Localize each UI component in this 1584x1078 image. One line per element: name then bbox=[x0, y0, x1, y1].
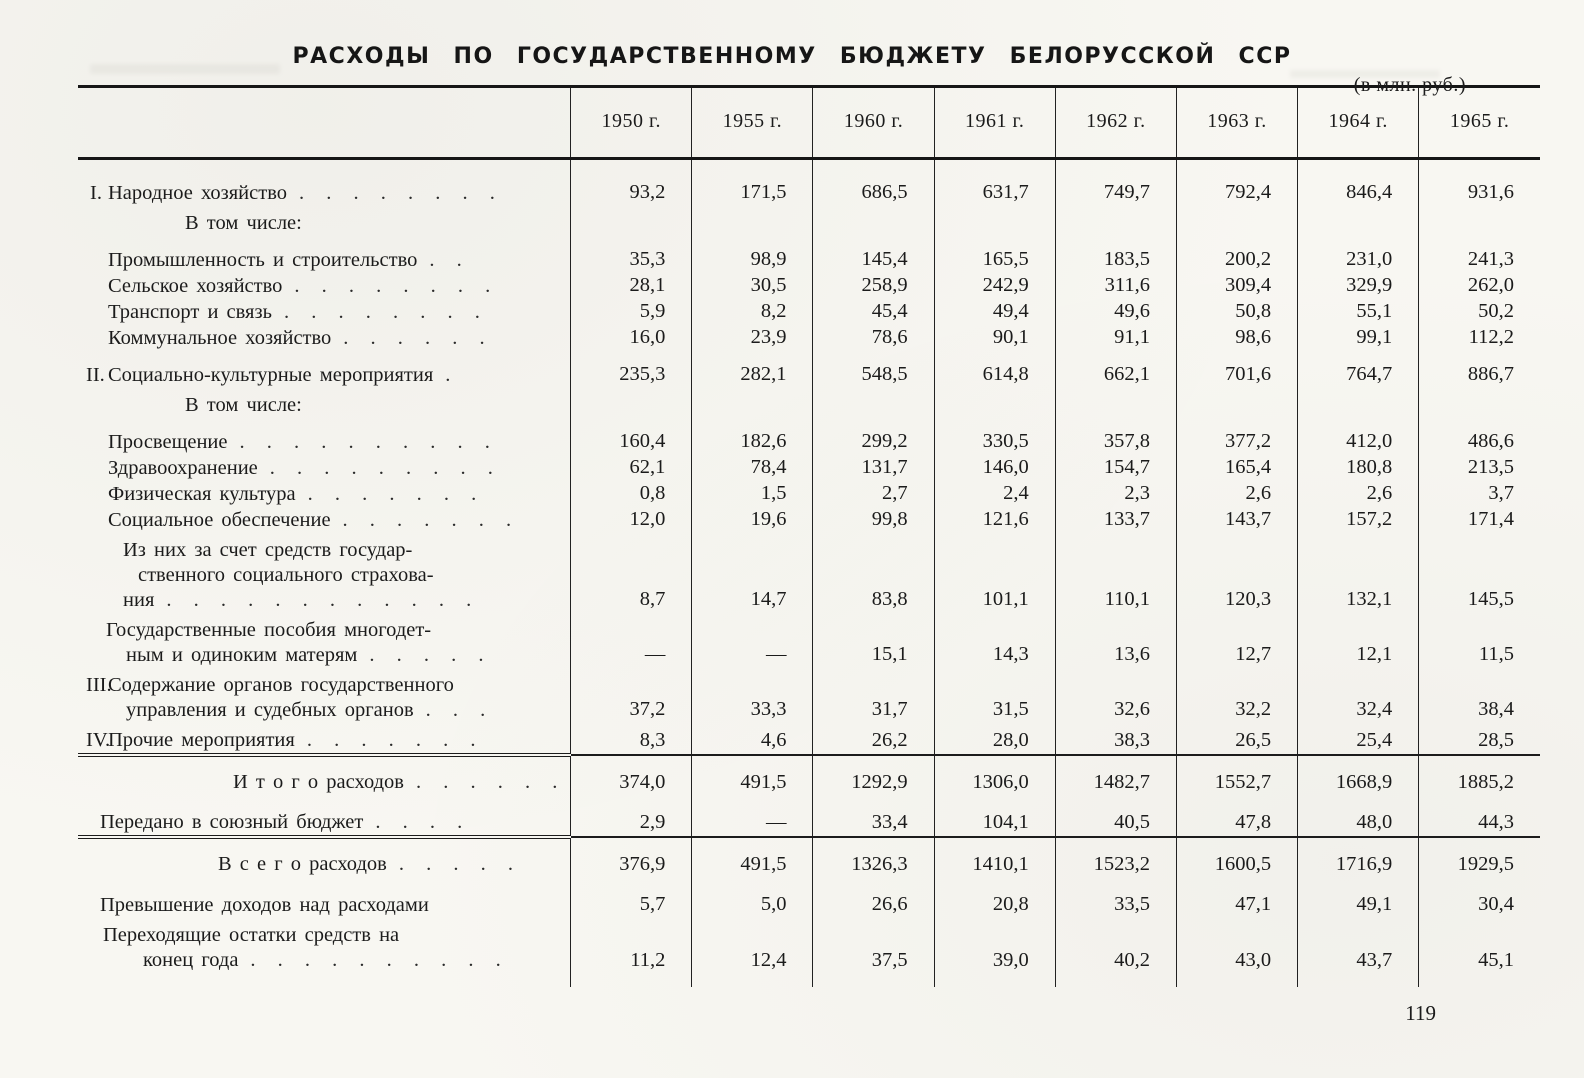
table-row bbox=[78, 755, 1540, 799]
value-cell: 1292,9 bbox=[813, 755, 934, 799]
value-cell: 631,7 bbox=[934, 159, 1055, 207]
table-row bbox=[78, 799, 1540, 837]
value-cell: 49,4 bbox=[934, 299, 1055, 325]
value-cell: 38,3 bbox=[1055, 723, 1176, 755]
value-cell: 43,7 bbox=[1298, 918, 1419, 987]
value-cell bbox=[692, 388, 813, 418]
row-numeral: II. bbox=[86, 364, 105, 386]
value-cell: 28,5 bbox=[1419, 723, 1540, 755]
row-label-text: Социальное обеспечение bbox=[108, 509, 331, 531]
value-cell: 131,7 bbox=[813, 455, 934, 481]
row-label-text: Превышение доходов над расходами bbox=[100, 894, 429, 916]
value-cell bbox=[571, 388, 692, 418]
value-cell: 16,0 bbox=[571, 325, 692, 351]
table-row bbox=[78, 533, 1540, 613]
column-header-year: 1950 г. bbox=[571, 87, 692, 148]
value-cell: 110,1 bbox=[1055, 533, 1176, 613]
value-cell: 132,1 bbox=[1298, 533, 1419, 613]
row-label bbox=[78, 668, 571, 723]
value-cell bbox=[813, 388, 934, 418]
value-cell: 39,0 bbox=[934, 918, 1055, 987]
value-cell: 26,2 bbox=[813, 723, 934, 755]
value-cell: 78,6 bbox=[813, 325, 934, 351]
dot-leader: . . . . . . . . bbox=[283, 301, 487, 323]
value-cell: 154,7 bbox=[1055, 455, 1176, 481]
table-row bbox=[78, 723, 1540, 755]
value-cell: 33,3 bbox=[692, 668, 813, 723]
table-row bbox=[78, 481, 1540, 507]
value-cell bbox=[813, 206, 934, 236]
value-cell bbox=[692, 206, 813, 236]
value-cell: 686,5 bbox=[813, 159, 934, 207]
value-cell: 2,6 bbox=[1298, 481, 1419, 507]
value-cell: 26,6 bbox=[813, 881, 934, 918]
value-cell: 701,6 bbox=[1176, 351, 1297, 388]
value-cell: 44,3 bbox=[1419, 799, 1540, 837]
value-cell: 1,5 bbox=[692, 481, 813, 507]
value-cell: 764,7 bbox=[1298, 351, 1419, 388]
value-cell: 160,4 bbox=[571, 418, 692, 455]
value-cell: 8,2 bbox=[692, 299, 813, 325]
column-header-year: 1962 г. bbox=[1055, 87, 1176, 148]
row-label bbox=[78, 918, 571, 987]
value-cell: 1929,5 bbox=[1419, 837, 1540, 881]
header-separator bbox=[78, 147, 1540, 159]
header-row bbox=[78, 87, 1540, 148]
value-cell: 121,6 bbox=[934, 507, 1055, 533]
column-header-year: 1965 г. bbox=[1419, 87, 1540, 148]
value-cell: — bbox=[692, 613, 813, 668]
value-cell: 90,1 bbox=[934, 325, 1055, 351]
value-cell: 32,4 bbox=[1298, 668, 1419, 723]
row-label-text: Государственные пособия многодет- bbox=[106, 619, 432, 641]
value-cell: 1482,7 bbox=[1055, 755, 1176, 799]
value-cell: 19,6 bbox=[692, 507, 813, 533]
value-cell: 486,6 bbox=[1419, 418, 1540, 455]
value-cell: 28,1 bbox=[571, 273, 692, 299]
row-label bbox=[78, 723, 571, 755]
row-label bbox=[78, 206, 571, 236]
value-cell: 145,5 bbox=[1419, 533, 1540, 613]
value-cell bbox=[934, 388, 1055, 418]
row-label-text: И т о г о расходов bbox=[233, 771, 404, 793]
row-label bbox=[78, 351, 571, 388]
row-label bbox=[78, 613, 571, 668]
value-cell: 12,7 bbox=[1176, 613, 1297, 668]
value-cell: 329,9 bbox=[1298, 273, 1419, 299]
value-cell: 1716,9 bbox=[1298, 837, 1419, 881]
row-label bbox=[78, 837, 571, 881]
row-label-text: В том числе: bbox=[185, 212, 302, 234]
value-cell: 241,3 bbox=[1419, 236, 1540, 273]
value-cell: 1885,2 bbox=[1419, 755, 1540, 799]
table-row bbox=[78, 351, 1540, 388]
value-cell: 330,5 bbox=[934, 418, 1055, 455]
value-cell: 548,5 bbox=[813, 351, 934, 388]
value-cell: 3,7 bbox=[1419, 481, 1540, 507]
value-cell: 749,7 bbox=[1055, 159, 1176, 207]
value-cell: 262,0 bbox=[1419, 273, 1540, 299]
table-row bbox=[78, 273, 1540, 299]
row-label-text: ственного социального страхова- bbox=[138, 564, 434, 586]
value-cell: 49,6 bbox=[1055, 299, 1176, 325]
row-numeral: III. bbox=[86, 674, 112, 696]
value-cell: 26,5 bbox=[1176, 723, 1297, 755]
value-cell: 35,3 bbox=[571, 236, 692, 273]
header-separator-cell bbox=[571, 147, 692, 159]
dot-leader: . . . . . . . . bbox=[294, 275, 498, 297]
dot-leader: . . bbox=[429, 249, 469, 271]
header-separator-cell bbox=[78, 147, 571, 159]
value-cell: 99,8 bbox=[813, 507, 934, 533]
value-cell: 2,7 bbox=[813, 481, 934, 507]
value-cell: 412,0 bbox=[1298, 418, 1419, 455]
header-separator-cell bbox=[1298, 147, 1419, 159]
value-cell: 200,2 bbox=[1176, 236, 1297, 273]
column-header-year: 1964 г. bbox=[1298, 87, 1419, 148]
table-row bbox=[78, 418, 1540, 455]
header-separator-cell bbox=[1055, 147, 1176, 159]
table-row bbox=[78, 455, 1540, 481]
value-cell bbox=[1055, 388, 1176, 418]
value-cell: 180,8 bbox=[1298, 455, 1419, 481]
value-cell: 91,1 bbox=[1055, 325, 1176, 351]
dot-leader: . . . . . . bbox=[343, 327, 492, 349]
page-number: 119 bbox=[1405, 1001, 1436, 1025]
value-cell: 309,4 bbox=[1176, 273, 1297, 299]
value-cell: 491,5 bbox=[692, 755, 813, 799]
row-label bbox=[78, 533, 571, 613]
value-cell: 13,6 bbox=[1055, 613, 1176, 668]
table-header bbox=[78, 87, 1540, 159]
value-cell: 792,4 bbox=[1176, 159, 1297, 207]
value-cell: 5,7 bbox=[571, 881, 692, 918]
dot-leader: . . . . bbox=[375, 811, 470, 833]
row-label bbox=[78, 455, 571, 481]
dot-leader: . . . . . . . bbox=[306, 729, 483, 751]
value-cell: 37,2 bbox=[571, 668, 692, 723]
value-cell: 2,4 bbox=[934, 481, 1055, 507]
row-label-text: Промышленность и строительство bbox=[108, 249, 418, 271]
value-cell: 12,1 bbox=[1298, 613, 1419, 668]
value-cell: 133,7 bbox=[1055, 507, 1176, 533]
table-row bbox=[78, 159, 1540, 207]
row-label bbox=[78, 881, 571, 918]
value-cell: 23,9 bbox=[692, 325, 813, 351]
value-cell: 886,7 bbox=[1419, 351, 1540, 388]
value-cell: 1410,1 bbox=[934, 837, 1055, 881]
value-cell: 38,4 bbox=[1419, 668, 1540, 723]
value-cell: 83,8 bbox=[813, 533, 934, 613]
row-label-text: Из них за счет средств государ- bbox=[123, 539, 413, 561]
value-cell: 1552,7 bbox=[1176, 755, 1297, 799]
row-numeral: I. bbox=[90, 182, 102, 204]
value-cell: 32,6 bbox=[1055, 668, 1176, 723]
value-cell: 357,8 bbox=[1055, 418, 1176, 455]
value-cell: 165,5 bbox=[934, 236, 1055, 273]
value-cell: 50,2 bbox=[1419, 299, 1540, 325]
dot-leader: . . . bbox=[425, 699, 493, 721]
dot-leader: . . . . . bbox=[369, 644, 491, 666]
row-label-text: конец года bbox=[143, 949, 239, 971]
value-cell: 242,9 bbox=[934, 273, 1055, 299]
value-cell: 15,1 bbox=[813, 613, 934, 668]
value-cell: 8,7 bbox=[571, 533, 692, 613]
value-cell: 30,4 bbox=[1419, 881, 1540, 918]
value-cell: 47,1 bbox=[1176, 881, 1297, 918]
value-cell: 143,7 bbox=[1176, 507, 1297, 533]
value-cell: 14,3 bbox=[934, 613, 1055, 668]
table-row bbox=[78, 837, 1540, 881]
dot-leader: . . . . . . . . . . . . bbox=[166, 589, 479, 611]
value-cell: 377,2 bbox=[1176, 418, 1297, 455]
value-cell: 47,8 bbox=[1176, 799, 1297, 837]
value-cell: 235,3 bbox=[571, 351, 692, 388]
value-cell bbox=[934, 206, 1055, 236]
value-cell: 78,4 bbox=[692, 455, 813, 481]
row-label bbox=[78, 236, 571, 273]
value-cell: 171,5 bbox=[692, 159, 813, 207]
header-separator-cell bbox=[1176, 147, 1297, 159]
value-cell: 258,9 bbox=[813, 273, 934, 299]
value-cell: 50,8 bbox=[1176, 299, 1297, 325]
value-cell: 48,0 bbox=[1298, 799, 1419, 837]
table-row bbox=[78, 507, 1540, 533]
dot-leader: . . . . . . . . . . bbox=[250, 949, 508, 971]
value-cell: 40,2 bbox=[1055, 918, 1176, 987]
value-cell: 213,5 bbox=[1419, 455, 1540, 481]
column-header-year: 1960 г. bbox=[813, 87, 934, 148]
table-body bbox=[78, 159, 1540, 988]
value-cell: 1326,3 bbox=[813, 837, 934, 881]
value-cell: 93,2 bbox=[571, 159, 692, 207]
value-cell bbox=[1298, 388, 1419, 418]
value-cell: 12,0 bbox=[571, 507, 692, 533]
value-cell bbox=[1176, 206, 1297, 236]
row-label bbox=[78, 507, 571, 533]
dot-leader: . . . . . . bbox=[415, 771, 565, 793]
header-separator-cell bbox=[813, 147, 934, 159]
value-cell: 31,7 bbox=[813, 668, 934, 723]
row-label bbox=[78, 481, 571, 507]
row-numeral: IV. bbox=[86, 729, 111, 751]
value-cell: 2,6 bbox=[1176, 481, 1297, 507]
value-cell: 846,4 bbox=[1298, 159, 1419, 207]
value-cell: 20,8 bbox=[934, 881, 1055, 918]
dot-leader: . . . . . . . . . bbox=[269, 457, 500, 479]
table-row bbox=[78, 325, 1540, 351]
value-cell: 282,1 bbox=[692, 351, 813, 388]
value-cell bbox=[1419, 206, 1540, 236]
header-separator-cell bbox=[1419, 147, 1540, 159]
value-cell bbox=[1176, 388, 1297, 418]
value-cell: 183,5 bbox=[1055, 236, 1176, 273]
value-cell: 5,0 bbox=[692, 881, 813, 918]
dot-leader: . . . . . bbox=[398, 853, 520, 875]
value-cell bbox=[1298, 206, 1419, 236]
value-cell: 32,2 bbox=[1176, 668, 1297, 723]
value-cell: 491,5 bbox=[692, 837, 813, 881]
dot-leader: . . . . . . . bbox=[342, 509, 519, 531]
value-cell: 49,1 bbox=[1298, 881, 1419, 918]
value-cell: 25,4 bbox=[1298, 723, 1419, 755]
value-cell: 374,0 bbox=[571, 755, 692, 799]
row-label-text: ным и одиноким матерям bbox=[126, 644, 358, 666]
value-cell: 0,8 bbox=[571, 481, 692, 507]
page-title: РАСХОДЫ ПО ГОСУДАРСТВЕННОМУ БЮДЖЕТУ БЕЛОРУССКОЙ ССР bbox=[292, 44, 1292, 69]
value-cell: 311,6 bbox=[1055, 273, 1176, 299]
value-cell bbox=[1419, 388, 1540, 418]
table-row bbox=[78, 881, 1540, 918]
value-cell: 4,6 bbox=[692, 723, 813, 755]
value-cell: 99,1 bbox=[1298, 325, 1419, 351]
row-label bbox=[78, 299, 571, 325]
dot-leader: . . . . . . . . . . bbox=[239, 431, 497, 453]
value-cell: 98,6 bbox=[1176, 325, 1297, 351]
row-label-text: Коммунальное хозяйство bbox=[108, 327, 332, 349]
value-cell: 14,7 bbox=[692, 533, 813, 613]
row-label-text: Транспорт и связь bbox=[108, 301, 272, 323]
value-cell: 171,4 bbox=[1419, 507, 1540, 533]
value-cell: 157,2 bbox=[1298, 507, 1419, 533]
value-cell: 8,3 bbox=[571, 723, 692, 755]
value-cell: 1668,9 bbox=[1298, 755, 1419, 799]
scan-bleed-artifact bbox=[90, 64, 280, 74]
unit-note: (в млн. руб.) bbox=[1353, 74, 1466, 96]
value-cell: 62,1 bbox=[571, 455, 692, 481]
value-cell: 40,5 bbox=[1055, 799, 1176, 837]
value-cell: 614,8 bbox=[934, 351, 1055, 388]
row-label bbox=[78, 325, 571, 351]
row-label-text: Здравоохранение bbox=[108, 457, 258, 479]
value-cell: 231,0 bbox=[1298, 236, 1419, 273]
value-cell: 28,0 bbox=[934, 723, 1055, 755]
table-row bbox=[78, 918, 1540, 987]
row-label-text: Сельское хозяйство bbox=[108, 275, 283, 297]
value-cell: 2,3 bbox=[1055, 481, 1176, 507]
value-cell bbox=[1055, 206, 1176, 236]
table-row bbox=[78, 236, 1540, 273]
value-cell: — bbox=[571, 613, 692, 668]
value-cell: 98,9 bbox=[692, 236, 813, 273]
value-cell: 662,1 bbox=[1055, 351, 1176, 388]
header-separator-cell bbox=[934, 147, 1055, 159]
column-header-year: 1955 г. bbox=[692, 87, 813, 148]
row-label-text: Социально-культурные мероприятия bbox=[108, 364, 434, 386]
row-label-text: Народное хозяйство bbox=[108, 182, 288, 204]
value-cell: 43,0 bbox=[1176, 918, 1297, 987]
dot-leader: . bbox=[445, 364, 458, 386]
table-row bbox=[78, 206, 1540, 236]
value-cell: 931,6 bbox=[1419, 159, 1540, 207]
dot-leader: . . . . . . . . bbox=[299, 182, 502, 204]
value-cell: 33,5 bbox=[1055, 881, 1176, 918]
table-row bbox=[78, 613, 1540, 668]
value-cell: 182,6 bbox=[692, 418, 813, 455]
value-cell: 1523,2 bbox=[1055, 837, 1176, 881]
value-cell: 37,5 bbox=[813, 918, 934, 987]
value-cell: 31,5 bbox=[934, 668, 1055, 723]
row-label-text: Переходящие остатки средств на bbox=[103, 924, 400, 946]
table-row bbox=[78, 388, 1540, 418]
table-row bbox=[78, 668, 1540, 723]
row-label bbox=[78, 418, 571, 455]
value-cell bbox=[571, 206, 692, 236]
row-label-text: Прочие мероприятия bbox=[108, 729, 295, 751]
value-cell: 55,1 bbox=[1298, 299, 1419, 325]
value-cell: 299,2 bbox=[813, 418, 934, 455]
value-cell: 101,1 bbox=[934, 533, 1055, 613]
value-cell: 30,5 bbox=[692, 273, 813, 299]
value-cell: 1600,5 bbox=[1176, 837, 1297, 881]
row-label bbox=[78, 159, 571, 207]
value-cell: 45,4 bbox=[813, 299, 934, 325]
value-cell: 11,5 bbox=[1419, 613, 1540, 668]
row-label-text: Передано в союзный бюджет bbox=[100, 811, 364, 833]
budget-table bbox=[78, 85, 1540, 987]
row-label-text: Содержание органов государственного bbox=[108, 674, 454, 696]
row-label-text: Физическая культура bbox=[108, 483, 296, 505]
value-cell: 145,4 bbox=[813, 236, 934, 273]
row-label bbox=[78, 755, 571, 799]
row-label bbox=[78, 799, 571, 837]
value-cell: 112,2 bbox=[1419, 325, 1540, 351]
row-label bbox=[78, 273, 571, 299]
row-label-text: управления и судебных органов bbox=[126, 699, 414, 721]
value-cell: 11,2 bbox=[571, 918, 692, 987]
value-cell: 120,3 bbox=[1176, 533, 1297, 613]
header-separator-cell bbox=[692, 147, 813, 159]
row-label-text: ния bbox=[123, 589, 155, 611]
value-cell: 2,9 bbox=[571, 799, 692, 837]
value-cell: — bbox=[692, 799, 813, 837]
row-label bbox=[78, 388, 571, 418]
row-label-text: Просвещение bbox=[108, 431, 228, 453]
value-cell: 146,0 bbox=[934, 455, 1055, 481]
value-cell: 45,1 bbox=[1419, 918, 1540, 987]
stub-header bbox=[78, 87, 571, 148]
value-cell: 104,1 bbox=[934, 799, 1055, 837]
value-cell: 1306,0 bbox=[934, 755, 1055, 799]
value-cell: 165,4 bbox=[1176, 455, 1297, 481]
column-header-year: 1961 г. bbox=[934, 87, 1055, 148]
value-cell: 5,9 bbox=[571, 299, 692, 325]
column-header-year: 1963 г. bbox=[1176, 87, 1297, 148]
row-label-text: В с е г о расходов bbox=[218, 853, 387, 875]
row-label-text: В том числе: bbox=[185, 394, 302, 416]
dot-leader: . . . . . . . bbox=[307, 483, 484, 505]
value-cell: 376,9 bbox=[571, 837, 692, 881]
table-row bbox=[78, 299, 1540, 325]
value-cell: 33,4 bbox=[813, 799, 934, 837]
value-cell: 12,4 bbox=[692, 918, 813, 987]
